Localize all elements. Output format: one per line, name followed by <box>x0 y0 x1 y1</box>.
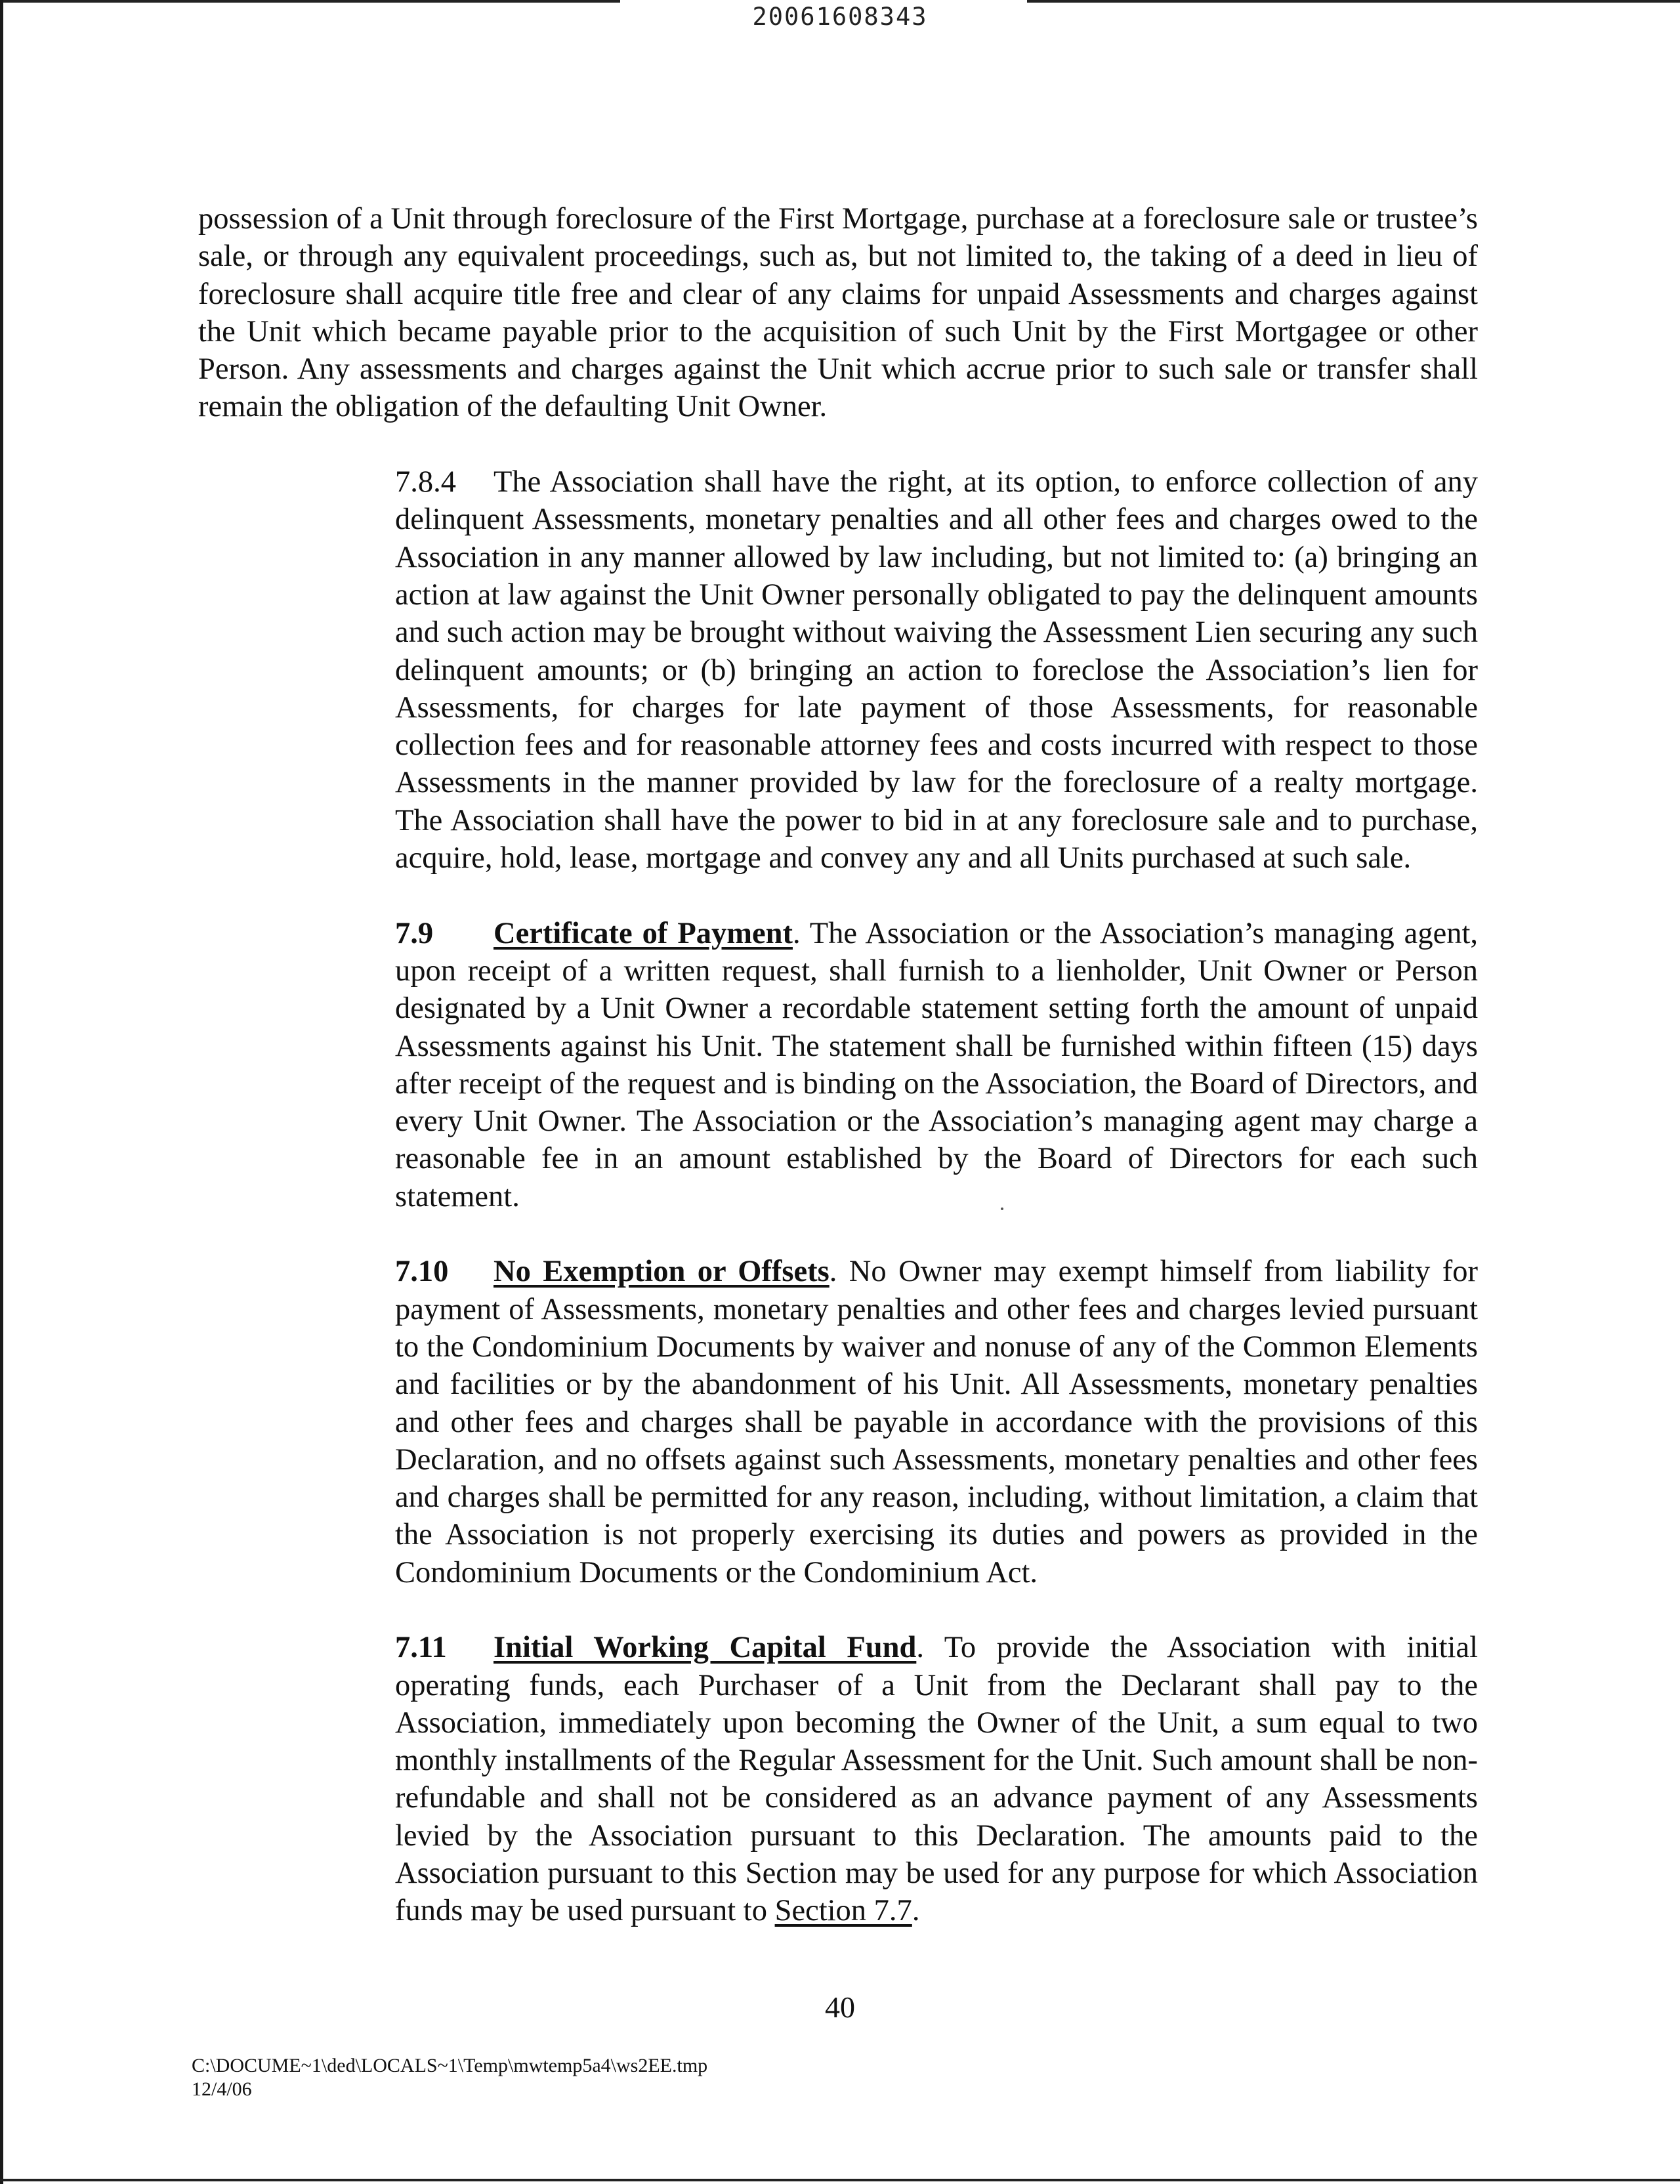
section-body: . No Owner may exempt himself from liability for payment of Assessments, monetary penalties and other fees and charges levied pursuant to the Condominium Documents by waiver and nonuse of any of the Common Elements and facilities or by the abandonment of his Unit. All Assessments, monetary penalties and other fees and charges shall be payable in accordance with the provisions of this Declaration, and no offsets against such Assessments, monetary penalties and other fees and charges shall be permitted for any reason, including, without limitation, a claim that the Association is not properly exercising its duties and powers as provided in the Condominium Documents or the Condominium Act. <box>395 1255 1478 1589</box>
section-reference-link: Section 7.7 <box>774 1894 912 1928</box>
section-7-11 <box>198 1629 1478 1929</box>
section-body: . To provide the Association with initial operating funds, each Purchaser of a Unit from the Declarant shall pay to the Association, immediately upon becoming the Owner of the Unit, a sum equal to two monthly installments of the Regular Assessment for the Unit. Such amount shall be non-refundable and shall not be considered as an advance payment of any Assessments levied by the Association pursuant to this Declaration. The amounts paid to the Association pursuant to this Section may be used for any purpose for which Association funds may be used pursuant to <box>395 1631 1478 1928</box>
scan-bottom-border <box>0 2179 1680 2181</box>
section-title: Initial Working Capital Fund <box>494 1631 917 1665</box>
section-end: . <box>912 1894 920 1928</box>
section-number: 7.11 <box>395 1631 447 1665</box>
section-body: . The Association or the Association’s managing agent, upon receipt of a written request, shall furnish to a lienholder, Unit Owner or Person designated by a Unit Owner a recordable statement setting forth the amount of unpaid Assessments against his Unit. The statement shall be furnished within fifteen (15) days after receipt of the request and is binding on the Association, the Board of Directors, and every Unit Owner. The Association or the Association’s managing agent may charge a reasonable fee in an amount established by the Board of Directors for each such statement. <box>395 916 1478 1213</box>
section-title: Certificate of Payment <box>494 916 793 950</box>
paragraph-continuation: possession of a Unit through foreclosure of the First Mortgage, purchase at a foreclosure sale or trustee’s sale, or through any equivalent proceedings, such as, but not limited to, the taking of a deed in lieu of foreclosure shall acquire title free and clear of any claims for unpaid Assessments and charges against the Unit which became payable prior to the acquisition of such Unit by the First Mortgagee or other Person. Any assessments and charges against the Unit which accrue prior to such sale or transfer shall remain the obligation of the defaulting Unit Owner. <box>198 202 1478 424</box>
footer <box>192 2054 707 2101</box>
footer-date: 12/4/06 <box>192 2078 252 2100</box>
section-7-10 <box>198 1253 1478 1591</box>
footer-file-path: C:\DOCUME~1\ded\LOCALS~1\Temp\mwtemp5a4\ws2EE.tmp <box>192 2055 708 2076</box>
section-7-9 <box>198 915 1478 1215</box>
section-body: The Association shall have the right, at its option, to enforce collection of any delinquent Assessments, monetary penalties and all other fees and charges owed to the Association in any manner allowed by law including, but not limited to: (a) bringing an action at law against the Unit Owner personally obligated to pay the delinquent amounts and such action may be brought without waiving the Assessment Lien securing any such delinquent amounts; or (b) bringing an action to foreclose the Association’s lien for Assessments, for charges for late payment of those Assessments, for reasonable collection fees and for reasonable attorney fees and costs incurred with respect to those Assessments in the manner provided by law for the foreclosure of a realty mortgage. The Association shall have the power to bid in at any foreclosure sale and to purchase, acquire, hold, lease, mortgage and convey any and all Units purchased at such sale. <box>395 465 1478 875</box>
document-id: 20061608343 <box>752 3 928 31</box>
scan-left-border <box>0 0 3 2184</box>
page-body <box>198 200 1478 1930</box>
section-number: 7.9 <box>395 916 434 950</box>
section-7-8-4 <box>198 463 1478 877</box>
scan-speck <box>1001 1208 1003 1210</box>
section-number: 7.10 <box>395 1255 449 1289</box>
section-number: 7.8.4 <box>395 465 456 499</box>
section-title: No Exemption or Offsets <box>494 1255 830 1289</box>
page-number: 40 <box>825 1990 855 2024</box>
